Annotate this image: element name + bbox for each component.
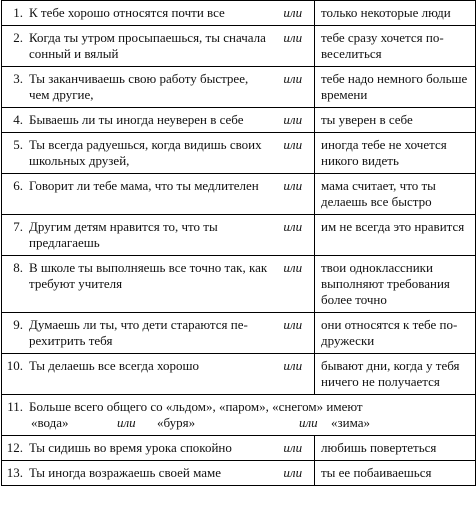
question-row [2, 313, 476, 354]
question-right-text: иногда тебе не хочется никого видеть [315, 133, 476, 174]
connector-ili: или [275, 436, 315, 461]
question-number: 11. [7, 399, 23, 414]
question-11-text: Больше всего общего со «льдом», «паром», «снегом» имеют [29, 399, 363, 414]
question-left-cell [2, 256, 275, 313]
question-left-text: Ты заканчиваешь свою работу быстрее, чем другие, [29, 71, 249, 102]
question-row-11 [2, 395, 476, 436]
question-left-text: Ты всегда радуешься, когда видишь своих школьных друзей, [29, 137, 262, 168]
question-number: 1. [13, 5, 23, 20]
question-row [2, 436, 476, 461]
question-row [2, 256, 476, 313]
question-11-cell [2, 395, 476, 436]
question-right-text: твои одноклассники выполняют требования более точно [315, 256, 476, 313]
question-number: 4. [13, 112, 23, 127]
connector-ili: или [299, 415, 318, 430]
question-left-text: В школе ты выполняешь все точно так, как требуют учителя [29, 260, 268, 291]
connector-ili: или [275, 215, 315, 256]
questionnaire-table [1, 0, 476, 486]
question-left-cell [2, 67, 275, 108]
question-right-text: ты уверен в себе [315, 108, 476, 133]
question-number: 6. [13, 178, 23, 193]
connector-ili: или [275, 108, 315, 133]
question-left-text: Когда ты утром просыпаешься, ты сначала сонный и вялый [29, 30, 266, 61]
question-left-text: Бываешь ли ты иногда неуверен в себе [29, 112, 244, 127]
question-row [2, 67, 476, 108]
question-left-text: Ты сидишь во время урока спокойно [29, 440, 232, 455]
question-left-text: Думаешь ли ты, что дети стараются перехитрить тебя [29, 317, 248, 348]
question-left-cell [2, 461, 275, 486]
question-left-cell [2, 174, 275, 215]
question-left-text: Говорит ли тебе мама, что ты медлителен [29, 178, 259, 193]
question-right-text: они относятся к тебе по-дружески [315, 313, 476, 354]
connector-ili: или [117, 415, 136, 430]
option-burya: «буря» [157, 415, 196, 430]
connector-ili: или [275, 26, 315, 67]
question-number: 10. [6, 358, 23, 373]
question-row [2, 215, 476, 256]
question-row [2, 1, 476, 26]
question-row [2, 108, 476, 133]
question-left-cell [2, 26, 275, 67]
question-number: 2. [13, 30, 23, 45]
connector-ili: или [275, 354, 315, 395]
connector-ili: или [275, 461, 315, 486]
question-left-cell [2, 354, 275, 395]
connector-ili: или [275, 313, 315, 354]
connector-ili: или [275, 133, 315, 174]
question-row [2, 133, 476, 174]
question-right-text: тебе сразу хочется повеселиться [315, 26, 476, 67]
option-zima: «зима» [331, 415, 370, 430]
question-number: 7. [13, 219, 23, 234]
connector-ili: или [275, 1, 315, 26]
question-row [2, 461, 476, 486]
question-right-text: любишь повертеться [315, 436, 476, 461]
question-left-cell [2, 313, 275, 354]
question-number: 8. [13, 260, 23, 275]
question-left-cell [2, 436, 275, 461]
question-left-cell [2, 108, 275, 133]
connector-ili: или [275, 67, 315, 108]
question-right-text: тебе надо немного больше времени [315, 67, 476, 108]
question-right-text: только некоторые люди [315, 1, 476, 26]
question-number: 5. [13, 137, 23, 152]
question-left-text: Другим детям нравится то, что ты предлагаешь [29, 219, 218, 250]
question-left-cell [2, 133, 275, 174]
question-row [2, 174, 476, 215]
question-number: 12. [6, 440, 23, 455]
connector-ili: или [275, 256, 315, 313]
question-11-line1 [5, 399, 472, 415]
question-left-text: Ты делаешь все всегда хорошо [29, 358, 199, 373]
question-right-text: ты ее побаиваешься [315, 461, 476, 486]
question-number: 13. [6, 465, 23, 480]
question-right-text: им не всегда это нравится [315, 215, 476, 256]
question-11-options [5, 415, 472, 431]
option-voda: «вода» [31, 415, 69, 430]
question-left-cell [2, 1, 275, 26]
question-number: 9. [13, 317, 23, 332]
question-left-cell [2, 215, 275, 256]
question-right-text: мама считает, что ты делаешь все быстро [315, 174, 476, 215]
question-row [2, 354, 476, 395]
question-number: 3. [13, 71, 23, 86]
question-right-text: бывают дни, когда у тебя ничего не получается [315, 354, 476, 395]
question-left-text: К тебе хорошо относятся почти все [29, 5, 225, 20]
question-row [2, 26, 476, 67]
question-left-text: Ты иногда возражаешь своей маме [29, 465, 222, 480]
connector-ili: или [275, 174, 315, 215]
